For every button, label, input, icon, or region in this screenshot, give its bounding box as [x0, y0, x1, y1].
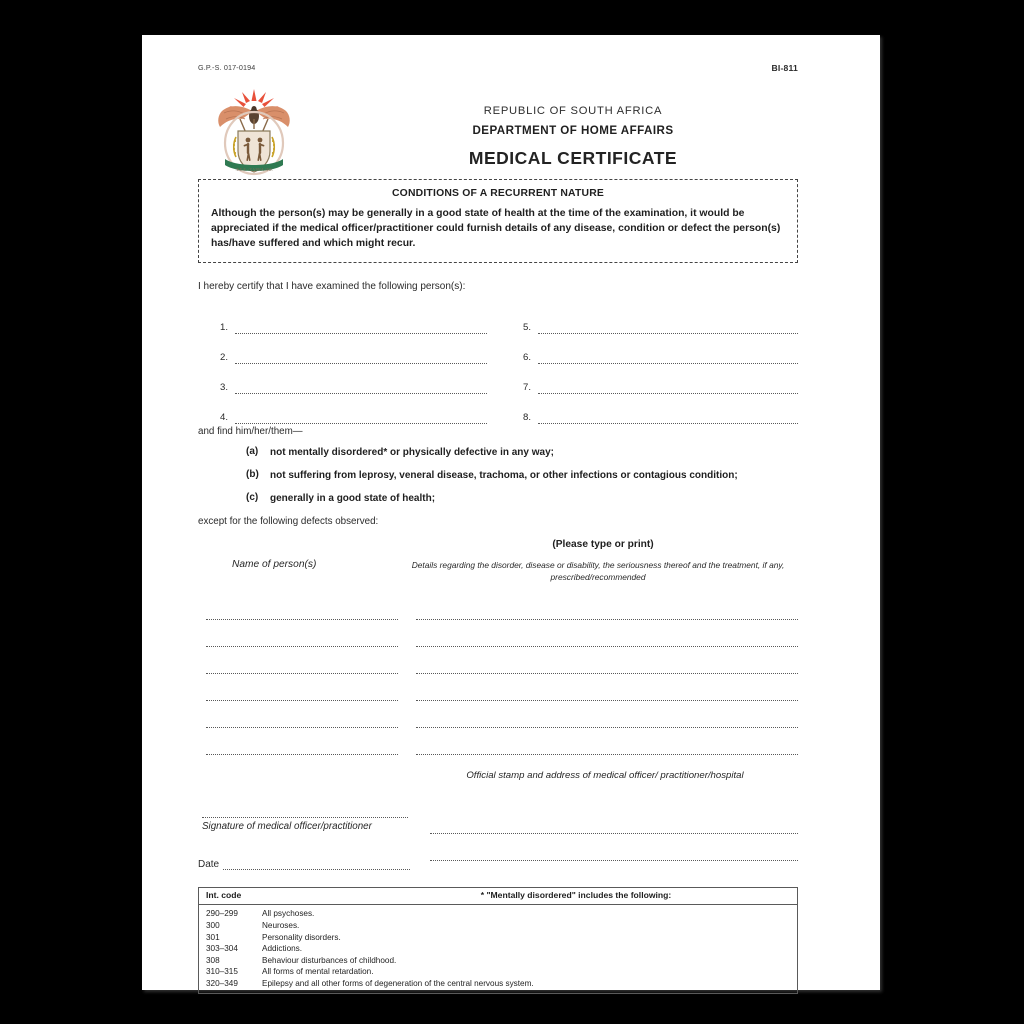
stamp-address-field[interactable] [430, 834, 798, 861]
examined-persons-grid [198, 304, 798, 424]
notice-body: Although the person(s) may be generally in a good state of health at the time of the examination, it would be appreciated if the medical officer/practitioner could furnish details of any disease, condition or defect the person(s) has/have suffered and which might recur. [211, 208, 781, 249]
finding-text: not mentally disordered* or physically defective in any way; [270, 446, 554, 458]
defect-name-field[interactable] [206, 689, 398, 701]
page-title: MEDICAL CERTIFICATE [468, 148, 678, 168]
table-header-row [199, 888, 797, 905]
code-description: Neuroses. [262, 921, 300, 931]
person-name-field[interactable] [538, 383, 798, 394]
defects-row[interactable] [198, 674, 798, 701]
defect-name-field[interactable] [206, 743, 398, 755]
person-entry[interactable] [198, 394, 487, 424]
code-value: 290–299 [206, 909, 238, 919]
finding-marker: (c) [246, 492, 259, 503]
table-row [199, 955, 797, 967]
defect-details-field[interactable] [416, 743, 798, 755]
code-description: Addictions. [262, 944, 303, 954]
signature-caption: Signature of medical officer/practitioner [202, 821, 372, 833]
defect-name-field[interactable] [206, 635, 398, 647]
department-title: DEPARTMENT OF HOME AFFAIRS [472, 124, 674, 137]
int-codes-table [198, 887, 798, 994]
code-value: 320–349 [206, 979, 238, 989]
country-title: REPUBLIC OF SOUTH AFRICA [483, 105, 663, 117]
person-name-field[interactable] [235, 413, 487, 424]
table-row [199, 931, 797, 943]
finding-marker: (a) [246, 445, 259, 457]
person-number: 3. [219, 381, 228, 393]
table-row [199, 966, 797, 978]
code-description: Behaviour disturbances of childhood. [262, 955, 397, 965]
coat-of-arms-icon [212, 85, 296, 177]
code-value: 303–304 [206, 944, 238, 954]
person-entry[interactable] [198, 334, 487, 364]
defects-row[interactable] [198, 593, 798, 620]
person-number: 4. [219, 411, 228, 423]
stamp-address-field[interactable] [430, 807, 798, 834]
form-code: BI-811 [771, 63, 798, 73]
svg-text:!KE E: /XARRA //KE: !KE E: /XARRA //KE [235, 167, 273, 172]
defect-details-field[interactable] [416, 716, 798, 728]
column-header-int-code: Int. code [206, 890, 242, 901]
person-number: 1. [219, 321, 228, 333]
code-value: 301 [206, 932, 220, 942]
person-number: 2. [219, 351, 228, 363]
person-number: 5. [522, 321, 531, 333]
defects-row[interactable] [198, 620, 798, 647]
person-number: 7. [522, 381, 531, 393]
date-label: Date [198, 859, 220, 871]
gps-code: G.P.-S. 017-0194 [198, 63, 256, 72]
table-row [199, 920, 797, 932]
code-value: 308 [206, 955, 220, 965]
defect-name-field[interactable] [206, 662, 398, 674]
column-header-name: Name of person(s) [232, 559, 317, 571]
title-group [348, 105, 798, 169]
person-entry[interactable] [509, 334, 798, 364]
person-name-field[interactable] [538, 323, 798, 334]
person-entry[interactable] [509, 364, 798, 394]
findings-lead: and find him/her/them— [198, 425, 303, 437]
persons-column-left [198, 304, 487, 424]
person-entry[interactable] [509, 304, 798, 334]
person-name-field[interactable] [538, 353, 798, 364]
table-row [199, 943, 797, 955]
stamp-caption: Official stamp and address of medical officer/ practitioner/hospital [466, 770, 744, 782]
code-description: Personality disorders. [262, 932, 341, 942]
table-row [199, 908, 797, 920]
code-value: 310–315 [206, 967, 238, 977]
person-name-field[interactable] [235, 323, 487, 334]
signature-field[interactable] [202, 817, 408, 818]
details-header [198, 539, 798, 587]
findings-list [198, 446, 798, 507]
code-description: All forms of mental retardation. [262, 967, 374, 977]
please-type-label: (Please type or print) [552, 539, 654, 551]
person-name-field[interactable] [538, 413, 798, 424]
certify-statement: I hereby certify that I have examined the following person(s): [198, 280, 466, 292]
person-number: 8. [522, 411, 531, 423]
recurrent-conditions-notice [198, 179, 798, 263]
table-row [199, 978, 797, 990]
defect-details-field[interactable] [416, 689, 798, 701]
finding-text: generally in a good state of health; [270, 493, 436, 504]
code-description: All psychoses. [262, 909, 315, 919]
finding-item-a [198, 446, 798, 460]
finding-text: not suffering from leprosy, veneral disease, trachoma, or other infections or contagious condition; [270, 469, 738, 481]
defect-details-field[interactable] [416, 662, 798, 674]
notice-title: CONDITIONS OF A RECURRENT NATURE [391, 188, 605, 199]
code-value: 300 [206, 921, 220, 931]
column-header-mentally-disordered: * "Mentally disordered" includes the following: [480, 890, 672, 901]
table-body [199, 905, 797, 993]
person-entry[interactable] [198, 364, 487, 394]
person-number: 6. [522, 351, 531, 363]
header-codes-row [198, 63, 798, 79]
defects-row[interactable] [198, 701, 798, 728]
finding-item-b [198, 469, 798, 483]
signature-block [198, 807, 798, 881]
stamp-address-field[interactable] [430, 861, 798, 888]
defects-row[interactable] [198, 647, 798, 674]
defects-row[interactable] [198, 728, 798, 755]
column-header-details: Details regarding the disorder, disease or disability, the seriousness thereof and the treatment, if any, prescribed/recommended [411, 560, 785, 583]
defect-details-field[interactable] [416, 635, 798, 647]
masthead [198, 79, 798, 175]
person-name-field[interactable] [235, 353, 487, 364]
finding-item-c [198, 492, 798, 506]
finding-marker: (b) [246, 468, 259, 480]
persons-column-right [509, 304, 798, 424]
stamp-address-fields [430, 807, 798, 888]
defect-details-field[interactable] [416, 608, 798, 620]
defects-entry-grid [198, 593, 798, 755]
date-field[interactable] [223, 859, 410, 870]
defect-name-field[interactable] [206, 608, 398, 620]
person-entry[interactable] [509, 394, 798, 424]
person-name-field[interactable] [235, 383, 487, 394]
date-row[interactable] [198, 859, 410, 870]
stamp-caption-block [198, 769, 798, 803]
page-content [198, 63, 798, 989]
except-statement: except for the following defects observed: [198, 516, 379, 528]
document-page [142, 35, 880, 990]
defect-name-field[interactable] [206, 716, 398, 728]
person-entry[interactable] [198, 304, 487, 334]
code-description: Epilepsy and all other forms of degeneration of the central nervous system. [262, 979, 534, 989]
